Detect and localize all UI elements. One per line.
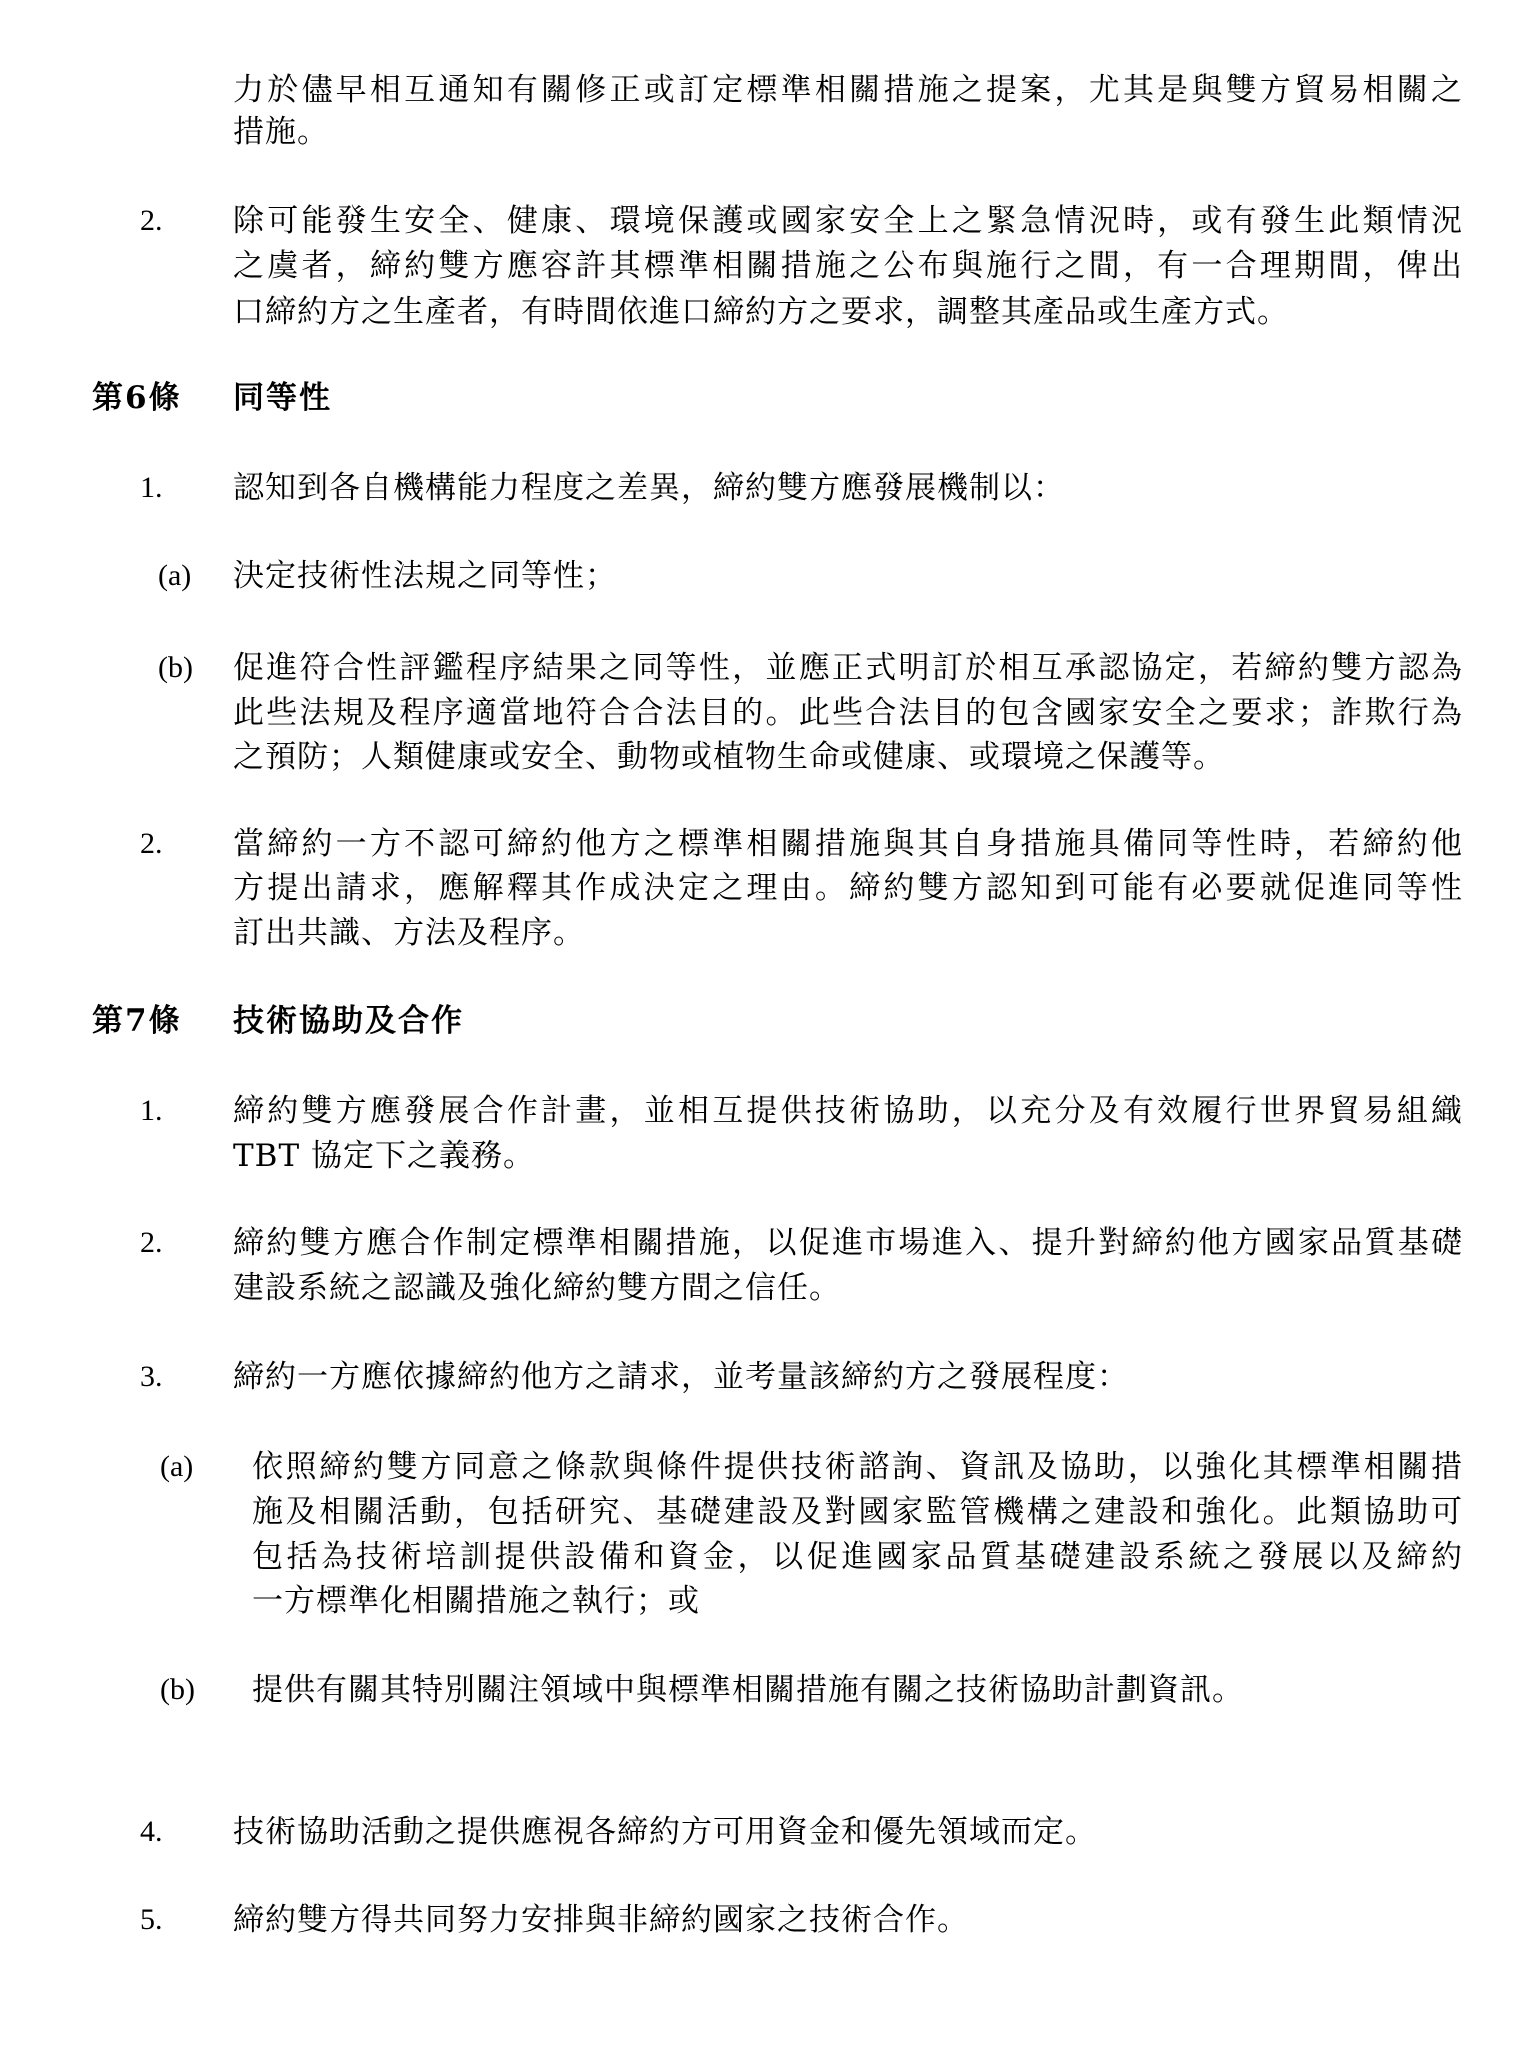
article6-clause-1-number: 1. xyxy=(140,471,163,504)
article7-item-a-line: 包括為技術培訓提供設備和資金，以促進國家品質基礎建設系統之發展以及締約 xyxy=(252,1539,1462,1575)
clause-2-line: 之虞者，締約雙方應容許其標準相關措施之公布與施行之間，有一合理期間，俾出 xyxy=(233,248,1462,284)
article7-item-b-number: (b) xyxy=(160,1673,195,1706)
article7-clause-3-line: 締約一方應依據締約他方之請求，並考量該締約方之發展程度： xyxy=(233,1359,1129,1395)
clause-2-line: 口締約方之生產者，有時間依進口締約方之要求，調整其產品或生產方式。 xyxy=(233,294,1289,330)
article7-clause-5-number: 5. xyxy=(140,1903,163,1936)
article-7-title: 技術協助及合作 xyxy=(233,1003,464,1039)
article7-clause-4-line: 技術協助活動之提供應視各締約方可用資金和優先領域而定。 xyxy=(233,1814,1097,1850)
article6-item-a-number: (a) xyxy=(158,559,192,592)
article7-clause-3-number: 3. xyxy=(140,1360,163,1393)
article7-item-a-line: 一方標準化相關措施之執行；或 xyxy=(252,1583,700,1619)
article6-item-a-line: 決定技術性法規之同等性； xyxy=(233,558,617,594)
article-6-number: 第6條 xyxy=(92,380,182,416)
article7-clause-2-line: 建設系統之認識及強化締約雙方間之信任。 xyxy=(233,1270,841,1306)
article7-clause-1-line: 締約雙方應發展合作計畫，並相互提供技術協助，以充分及有效履行世界貿易組織 xyxy=(233,1093,1462,1129)
paragraph-line: 措施。 xyxy=(233,114,329,150)
article7-clause-2-line: 締約雙方應合作制定標準相關措施，以促進市場進入、提升對締約他方國家品質基礎 xyxy=(233,1225,1462,1261)
clause-2-number: 2. xyxy=(140,204,163,237)
article7-item-b-line: 提供有關其特別關注領域中與標準相關措施有關之技術協助計劃資訊。 xyxy=(252,1672,1244,1708)
article7-clause-4-number: 4. xyxy=(140,1815,163,1848)
article6-clause-1-line: 認知到各自機構能力程度之差異，締約雙方應發展機制以： xyxy=(233,470,1065,506)
article6-item-b-number: (b) xyxy=(158,651,193,684)
article6-item-b-line: 促進符合性評鑑程序結果之同等性，並應正式明訂於相互承認協定，若締約雙方認為 xyxy=(233,650,1462,686)
article6-clause-2-line: 方提出請求，應解釋其作成決定之理由。締約雙方認知到可能有必要就促進同等性 xyxy=(233,870,1462,906)
article6-clause-2-line: 當締約一方不認可締約他方之標準相關措施與其自身措施具備同等性時，若締約他 xyxy=(233,826,1462,862)
article7-clause-5-line: 締約雙方得共同努力安排與非締約國家之技術合作。 xyxy=(233,1902,969,1938)
article7-clause-2-number: 2. xyxy=(140,1226,163,1259)
article6-item-b-line: 之預防；人類健康或安全、動物或植物生命或健康、或環境之保護等。 xyxy=(233,739,1225,775)
article-7-number: 第7條 xyxy=(92,1003,182,1039)
article7-item-a-line: 依照締約雙方同意之條款與條件提供技術諮詢、資訊及協助，以強化其標準相關措 xyxy=(252,1449,1462,1485)
article-6-title: 同等性 xyxy=(233,380,332,416)
article6-clause-2-line: 訂出共識、方法及程序。 xyxy=(233,915,585,951)
article6-item-b-line: 此些法規及程序適當地符合合法目的。此些合法目的包含國家安全之要求；詐欺行為 xyxy=(233,695,1462,731)
paragraph-line: 力於儘早相互通知有關修正或訂定標準相關措施之提案，尤其是與雙方貿易相關之 xyxy=(233,72,1462,108)
article7-clause-1-number: 1. xyxy=(140,1094,163,1127)
article6-clause-2-number: 2. xyxy=(140,827,163,860)
clause-2-line: 除可能發生安全、健康、環境保護或國家安全上之緊急情況時，或有發生此類情況 xyxy=(233,203,1462,239)
article7-item-a-number: (a) xyxy=(160,1450,194,1483)
article7-item-a-line: 施及相關活動，包括研究、基礎建設及對國家監管機構之建設和強化。此類協助可 xyxy=(252,1494,1462,1530)
article7-clause-1-line: TBT 協定下之義務。 xyxy=(233,1138,535,1174)
